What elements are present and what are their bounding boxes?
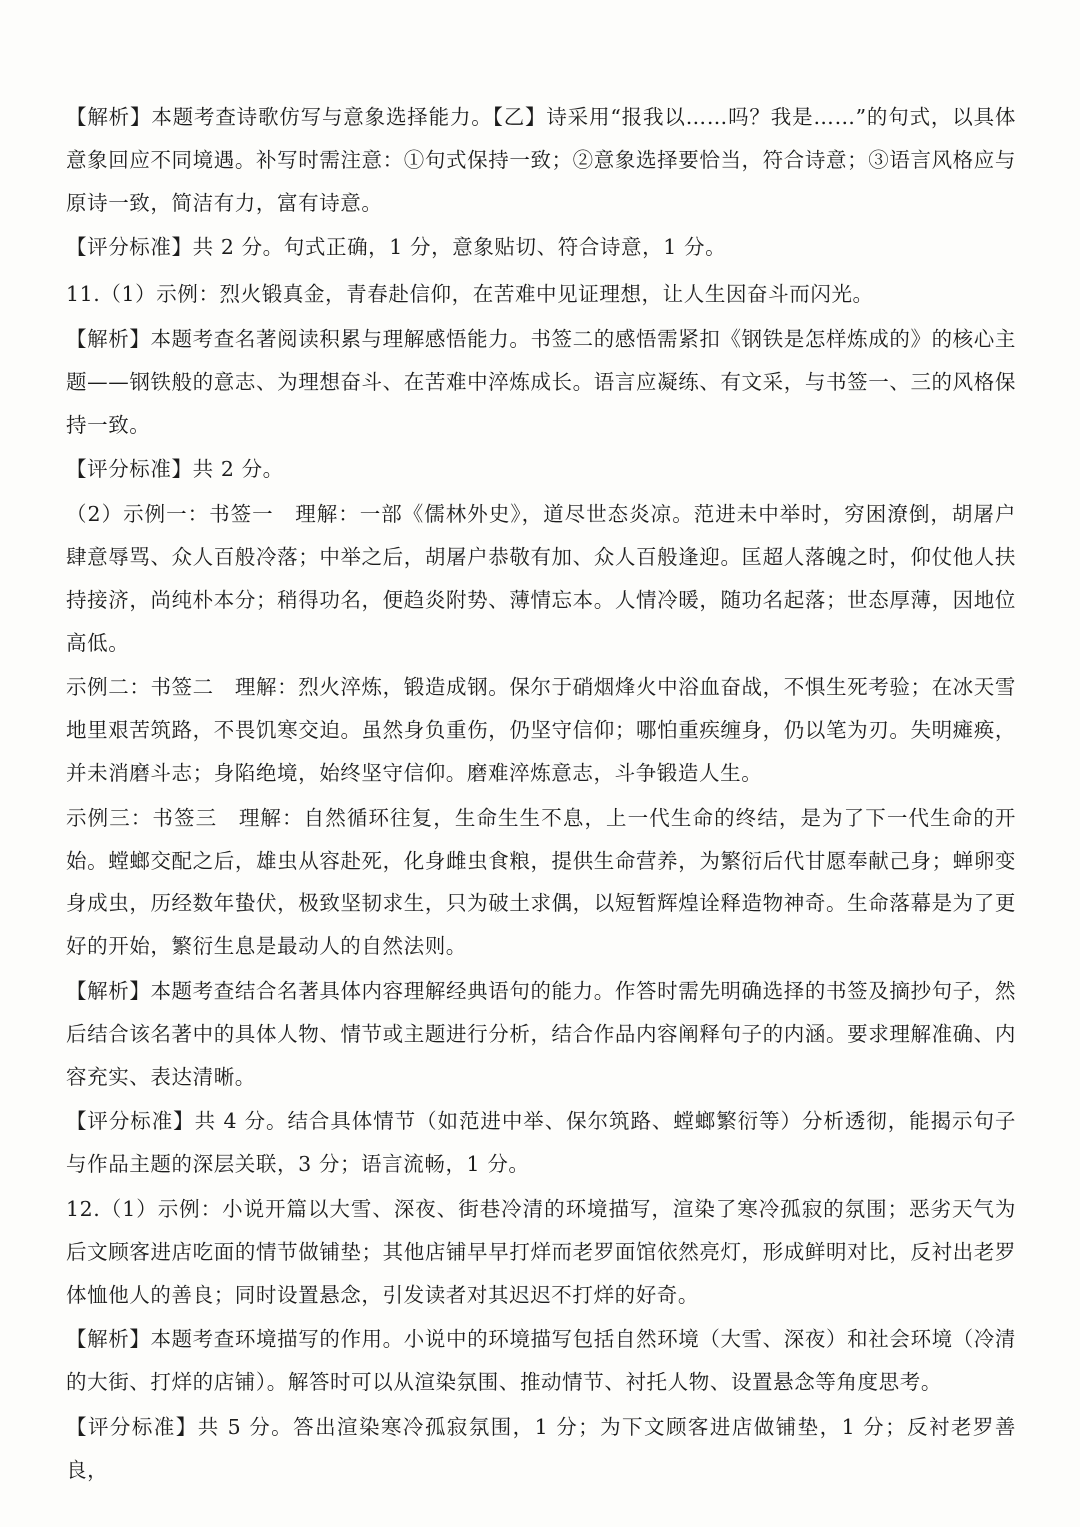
scoring-standard-q10: 【评分标准】共 2 分。句式正确，1 分，意象贴切、符合诗意，1 分。 <box>66 235 727 260</box>
scoring-standard-q12-part1: 【评分标准】共 5 分。答出渲染寒冷孤寂氛围，1 分；为下文顾客进店做铺垫，1 分；反衬老罗善良， <box>66 1414 1016 1482</box>
answer-q11-part2-example1: （2）示例一：书签一 理解：一部《儒林外史》，道尽世态炎凉。范进未中举时，穷困潦倒，胡屠户肆意辱骂、众人百般冷落；中举之后，胡屠户恭敬有加、众人百般逢迎。匡超人落魄之时，仰仗他人扶持接济，尚纯朴本分；稍得功名，便趋炎附势、薄情忘本。人情冷暖，随功名起落；世态厚薄，因地位高低。 <box>66 502 1016 655</box>
answer-q12-part1: 12.（1）示例：小说开篇以大雪、深夜、街巷冷清的环境描写，渲染了寒冷孤寂的氛围；恶劣天气为后文顾客进店吃面的情节做铺垫；其他店铺早早打烊而老罗面馆依然亮灯，形成鲜明对比，反衬出老罗体恤他人的善良；同时设置悬念，引发读者对其迟迟不打烊的好奇。 <box>66 1196 1016 1307</box>
answer-q11-part2-example2: 示例二：书签二 理解：烈火淬炼，锻造成钢。保尔于硝烟烽火中浴血奋战，不惧生死考验；在冰天雪地里艰苦筑路，不畏饥寒交迫。虽然身负重伤，仍坚守信仰；哪怕重疾缠身，仍以笔为刃。失明瘫痪，并未消磨斗志；身陷绝境，始终坚守信仰。磨难淬炼意志，斗争锻造人生。 <box>66 675 1016 785</box>
analysis-paragraph-q12-part1: 【解析】本题考查环境描写的作用。小说中的环境描写包括自然环境（大雪、深夜）和社会环境（冷清的大街、打烊的店铺）。解答时可以从渲染氛围、推动情节、衬托人物、设置悬念等角度思考。 <box>66 1327 1016 1395</box>
answer-q11-part2-example3: 示例三：书签三 理解：自然循环往复，生命生生不息，上一代生命的终结，是为了下一代生命的开始。螳螂交配之后，雄虫从容赴死，化身雌虫食粮，提供生命营养，为繁衍后代甘愿奉献己身；蝉卵变身成虫，历经数年蛰伏，极致坚韧求生，只为破土求偶，以短暂辉煌诠释造物神奇。生命落幕是为了更好的开始，繁衍生息是最动人的自然法则。 <box>66 805 1016 959</box>
scoring-standard-q11-part1: 【评分标准】共 2 分。 <box>66 457 284 482</box>
scoring-standard-q11-part2: 【评分标准】共 4 分。结合具体情节（如范进中举、保尔筑路、螳螂繁衍等）分析透彻，能揭示句子与作品主题的深层关联，3 分；语言流畅，1 分。 <box>66 1109 1016 1177</box>
answer-q11-part1: 11.（1）示例：烈火锻真金，青春赴信仰，在苦难中见证理想，让人生因奋斗而闪光。 <box>66 282 874 307</box>
analysis-paragraph-q10: 【解析】本题考查诗歌仿写与意象选择能力。【乙】诗采用“报我以……吗？我是……”的句式，以具体意象回应不同境遇。补写时需注意：①句式保持一致；②意象选择要恰当，符合诗意；③语言风格应与原诗一致，简洁有力，富有诗意。 <box>66 105 1016 215</box>
analysis-paragraph-q11-part2: 【解析】本题考查结合名著具体内容理解经典语句的能力。作答时需先明确选择的书签及摘抄句子，然后结合该名著中的具体人物、情节或主题进行分析，结合作品内容阐释句子的内涵。要求理解准确、内容充实、表达清晰。 <box>66 978 1016 1089</box>
analysis-paragraph-q11-part1: 【解析】本题考查名著阅读积累与理解感悟能力。书签二的感悟需紧扣《钢铁是怎样炼成的》的核心主题——钢铁般的意志、为理想奋斗、在苦难中淬炼成长。语言应凝练、有文采，与书签一、三的风格保持一致。 <box>66 326 1016 437</box>
